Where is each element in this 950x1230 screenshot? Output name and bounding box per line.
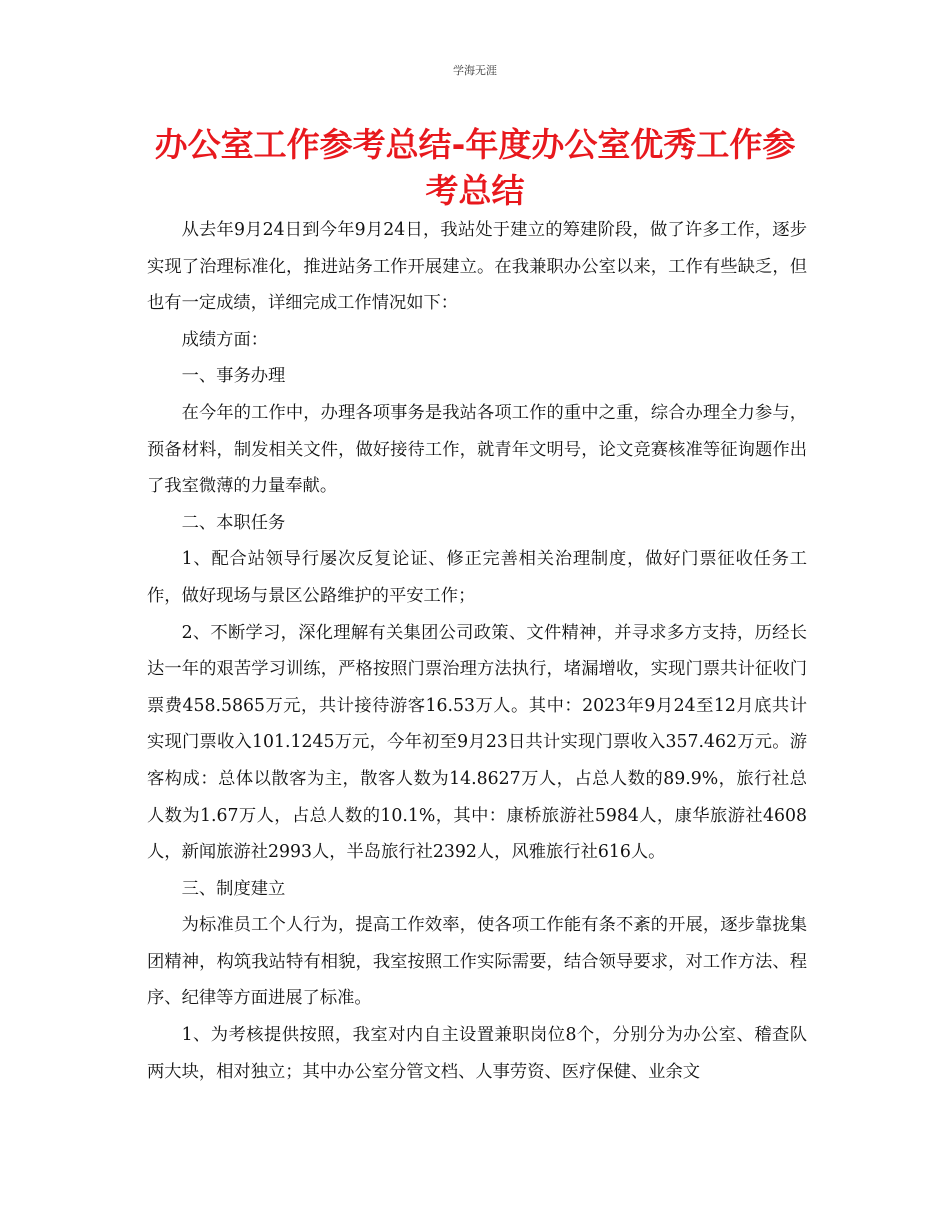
section-heading-system: 三、制度建立 [181, 878, 286, 899]
paragraph-duty-1: 1、配合站领导行屡次反复论证、修正完善相关治理制度，做好门票征收任务工作，做好现场与景区公路维护的平安工作； [147, 549, 807, 606]
paragraph-affairs: 在今年的工作中，办理各项事务是我站各项工作的重中之重，综合办理全力参与，预备材料，制发相关文件，做好接待工作，就青年文明号，论文竞赛核准等征询题作出了我室微薄的力量奉献。 [147, 402, 807, 497]
section-heading-affairs: 一、事务办理 [181, 366, 286, 387]
paragraph-intro: 从去年9月24日到今年9月24日，我站处于建立的筹建阶段，做了许多工作，逐步实现了治理标准化，推进站务工作开展建立。在我兼职办公室以来，工作有些缺乏，但也有一定成绩，详细完成工作情况如下： [147, 220, 807, 314]
paragraph-system-1: 1、为考核提供按照，我室对内自主设置兼职岗位8个，分别分为办公室、稽查队两大块，相对独立；其中办公室分管文档、人事劳资、医疗保健、业余文 [147, 1025, 807, 1082]
document-body [147, 212, 807, 1090]
paragraph-achievements-heading: 成绩方面： [181, 329, 269, 350]
page-header: 学海无涯 [453, 64, 497, 77]
document-title: 办公室工作参考总结-年度办公室优秀工作参考总结 [154, 125, 796, 210]
section-heading-duties: 二、本职任务 [181, 512, 286, 533]
paragraph-duty-2: 2、不断学习，深化理解有关集团公司政策、文件精神，并寻求多方支持，历经长达一年的艰苦学习训练，严格按照门票治理方法执行，堵漏增收，实现门票共计征收门票费458.5865万元，共计接待游客16.53万人。其中：2023年9月24至12月底共计实现门票收入101.1245万元，今年初至9月23日共计实现门票收入357.462万元。游客构成：总体以散客为主，散客人数为14.8627万人，占总人数的89.9%，旅行社总人数为1.67万人，占总人数的10.1%，其中：康桥旅游社5984人，康华旅游社4608人，新闻旅游社2993人，半岛旅行社2392人，风雅旅行社616人。 [147, 622, 807, 863]
paragraph-system: 为标准员工个人行为，提高工作效率，使各项工作能有条不紊的开展，逐步靠拢集团精神，构筑我站特有相貌，我室按照工作实际需要，结合领导要求，对工作方法、程序、纪律等方面进展了标准。 [147, 915, 807, 1009]
